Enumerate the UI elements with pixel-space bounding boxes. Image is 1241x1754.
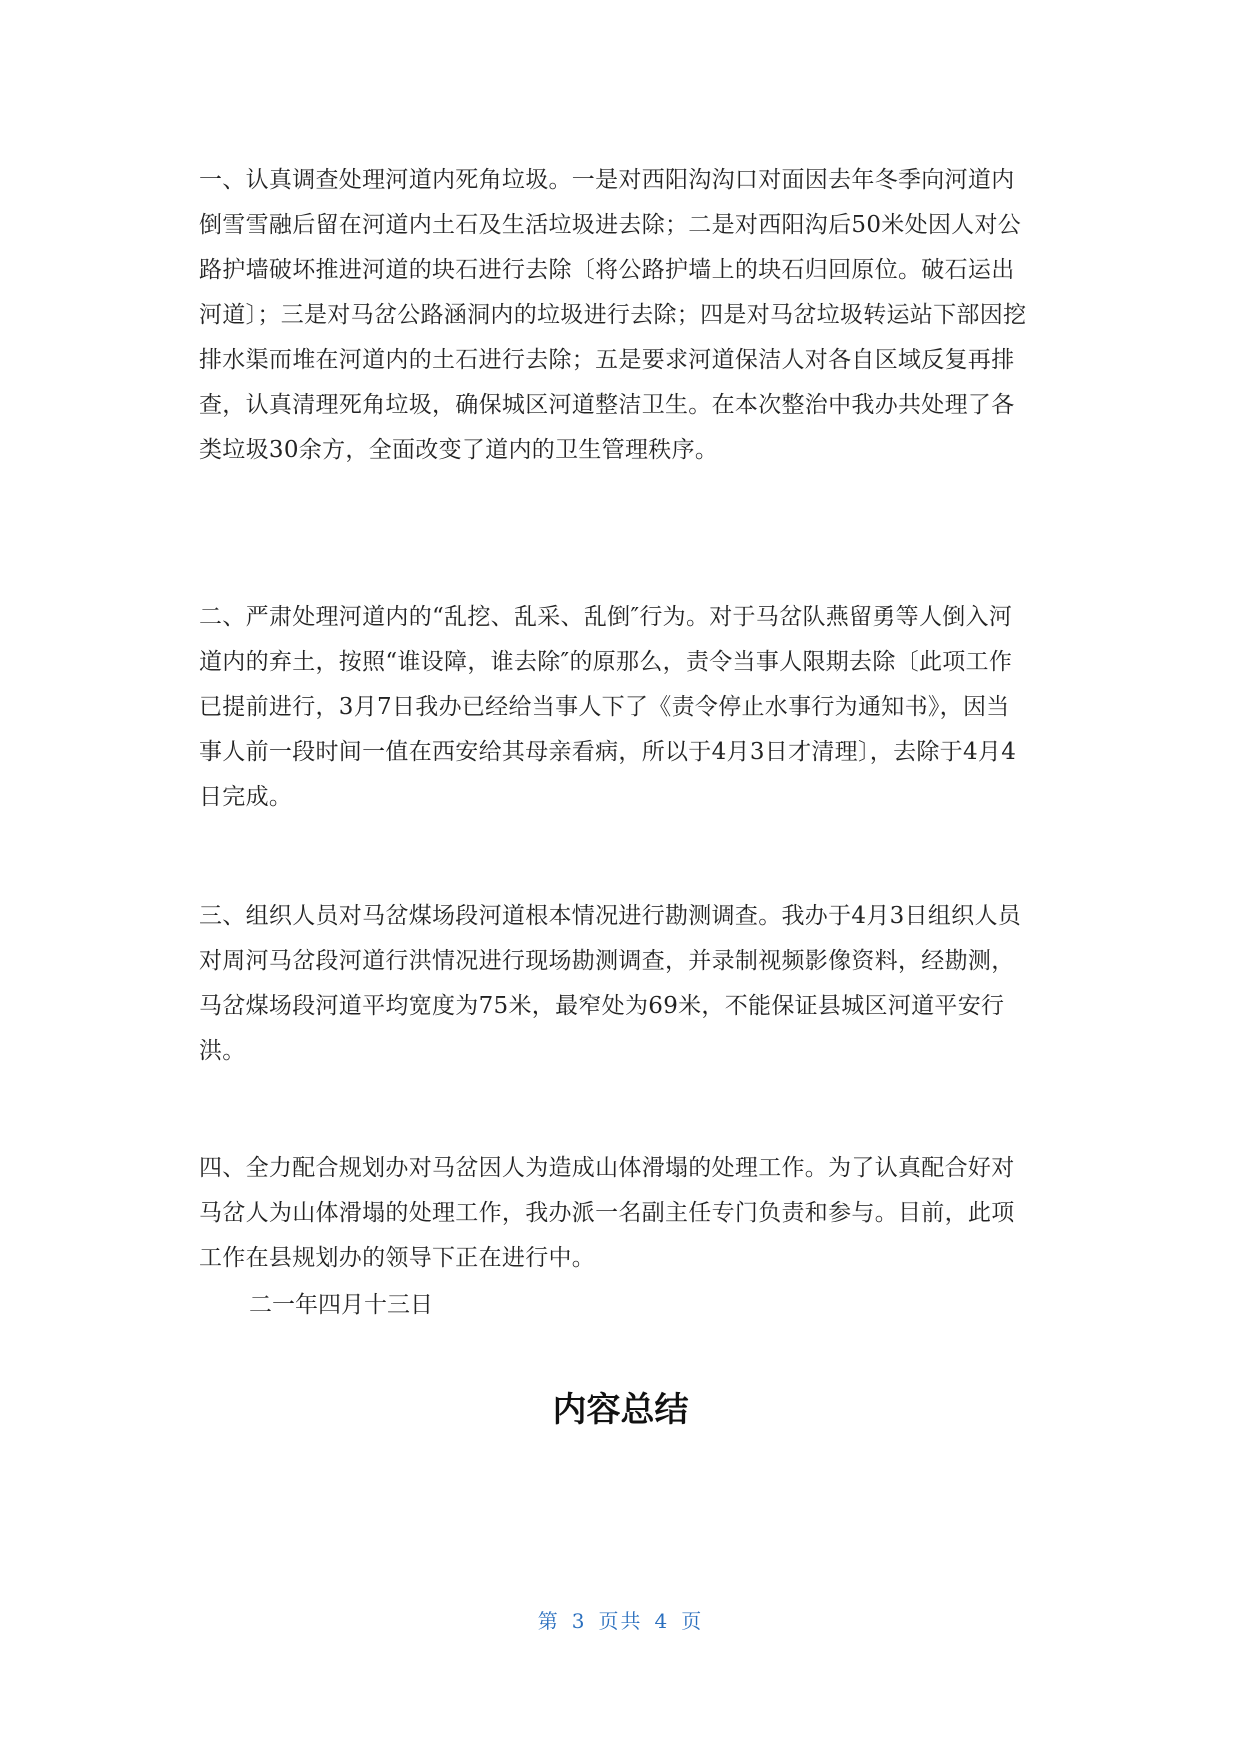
paragraph-3: 三、组织人员对马岔煤场段河道根本情况进行勘测调查。我办于4月3日组织人员对周河马岔段河道行洪情况进行现场勘测调查，并录制视频影像资料，经勘测，马岔煤场段河道平均宽度为75米，最窄处为69米，不能保证县城区河道平安行洪。 <box>199 903 1022 1064</box>
paragraph-4: 四、全力配合规划办对马岔因人为造成山体滑塌的处理工作。为了认真配合好对马岔人为山体滑塌的处理工作，我办派一名副主任专门负责和参与。目前，此项工作在县规划办的领导下正在进行中。 <box>199 1155 1015 1271</box>
page-footer <box>0 1606 1241 1636</box>
summary-title: 内容总结 <box>552 1390 689 1430</box>
paragraph-2: 二、严肃处理河道内的“乱挖、乱采、乱倒″行为。对于马岔队燕留勇等人倒入河道内的弃土，按照“谁设障，谁去除″的原那么，责令当事人限期去除〔此项工作已提前进行，3月7日我办已经给当事人下了《责令停止水事行为通知书》，因当事人前一段时间一值在西安给其母亲看病，所以于4月3日才清理〕，去除于4月4日完成。 <box>199 604 1017 810</box>
footer-total-pages: 4 <box>654 1609 670 1633</box>
footer-suffix: 页 <box>681 1609 704 1633</box>
footer-prefix: 第 <box>537 1609 560 1633</box>
paragraph-1: 一、认真调查处理河道内死角垃圾。一是对西阳沟沟口对面因去年冬季向河道内倒雪雪融后留在河道内土石及生活垃圾进去除；二是对西阳沟后50米处因人对公路护墙破坏推进河道的块石进行去除〔将公路护墙上的块石归回原位。破石运出河道〕；三是对马岔公路涵洞内的垃圾进行去除；四是对马岔垃圾转运站下部因挖排水渠而堆在河道内的土石进行去除；五是要求河道保洁人对各自区域反复再排查，认真清理死角垃圾，确保城区河道整洁卫生。在本次整治中我办共处理了各类垃圾30余方，全面改变了道内的卫生管理秩序。 <box>199 167 1027 463</box>
footer-current-page: 3 <box>571 1609 587 1633</box>
footer-middle: 页共 <box>598 1609 643 1633</box>
document-date: 二一年四月十三日 <box>249 1292 433 1318</box>
